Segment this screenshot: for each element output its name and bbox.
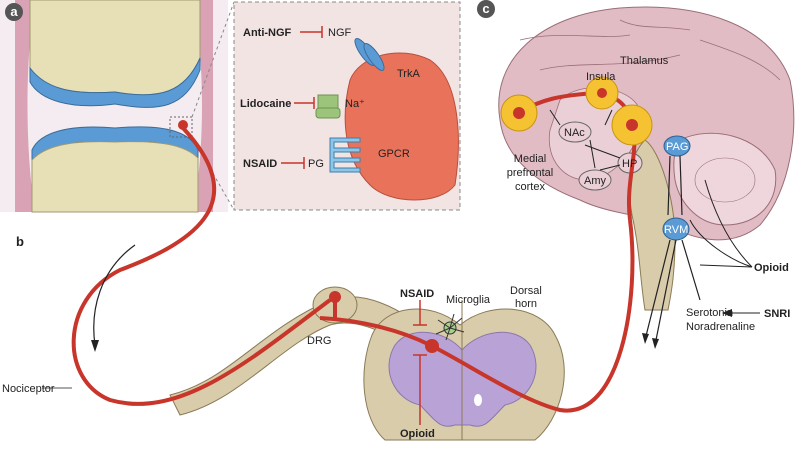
synapse-spinal: [425, 339, 439, 353]
insula-label: Insula: [586, 71, 616, 83]
rvm-label: RVM: [664, 224, 689, 236]
nac-label: NAc: [564, 127, 585, 139]
nociceptor-label: Nociceptor: [2, 383, 55, 395]
lidocaine-label: Lidocaine: [240, 98, 292, 110]
gpcr-label: GPCR: [378, 148, 410, 160]
mpfc-label-1: Medial: [513, 153, 547, 165]
mpfc-label-2: prefrontal: [506, 167, 554, 179]
inset-receptors: [234, 2, 460, 210]
trka-label: TrkA: [397, 68, 420, 80]
brain-opioid-label: Opioid: [754, 262, 789, 274]
mpfc-label-3: cortex: [515, 181, 545, 193]
spinal-nsaid-label: NSAID: [400, 288, 435, 300]
central-canal: [474, 394, 482, 406]
thalamus-label: Thalamus: [620, 55, 669, 67]
dorsal-horn-label-1: Dorsal: [510, 285, 542, 297]
inset-nsaid-label: NSAID: [243, 158, 278, 170]
hp-label: HP: [622, 158, 638, 170]
drg-soma: [329, 291, 341, 303]
snri-label: SNRI: [764, 308, 791, 320]
noradrenaline-label: Noradrenaline: [686, 321, 756, 333]
pg-label: PG: [308, 158, 324, 170]
panel-b-label: b: [16, 234, 24, 249]
panel-c-label: c: [482, 1, 490, 16]
amy-label: Amy: [584, 175, 606, 187]
lower-bone: [32, 142, 198, 212]
spinal-opioid-label: Opioid: [400, 428, 435, 440]
pag-label: PAG: [666, 141, 689, 153]
signal-arrow: [94, 245, 135, 345]
dorsal-horn-label-2: horn: [515, 298, 538, 310]
anti-ngf-label: Anti-NGF: [243, 27, 292, 39]
ngf-label: NGF: [328, 27, 352, 39]
upper-bone: [30, 0, 200, 95]
panel-a-label: a: [10, 4, 18, 19]
microglia-label: Microglia: [446, 294, 491, 306]
na-label: Na⁺: [345, 98, 365, 110]
panel-a-joint: [0, 0, 234, 212]
drg-label: DRG: [307, 335, 332, 347]
serotonin-label: Serotonin: [686, 307, 734, 319]
